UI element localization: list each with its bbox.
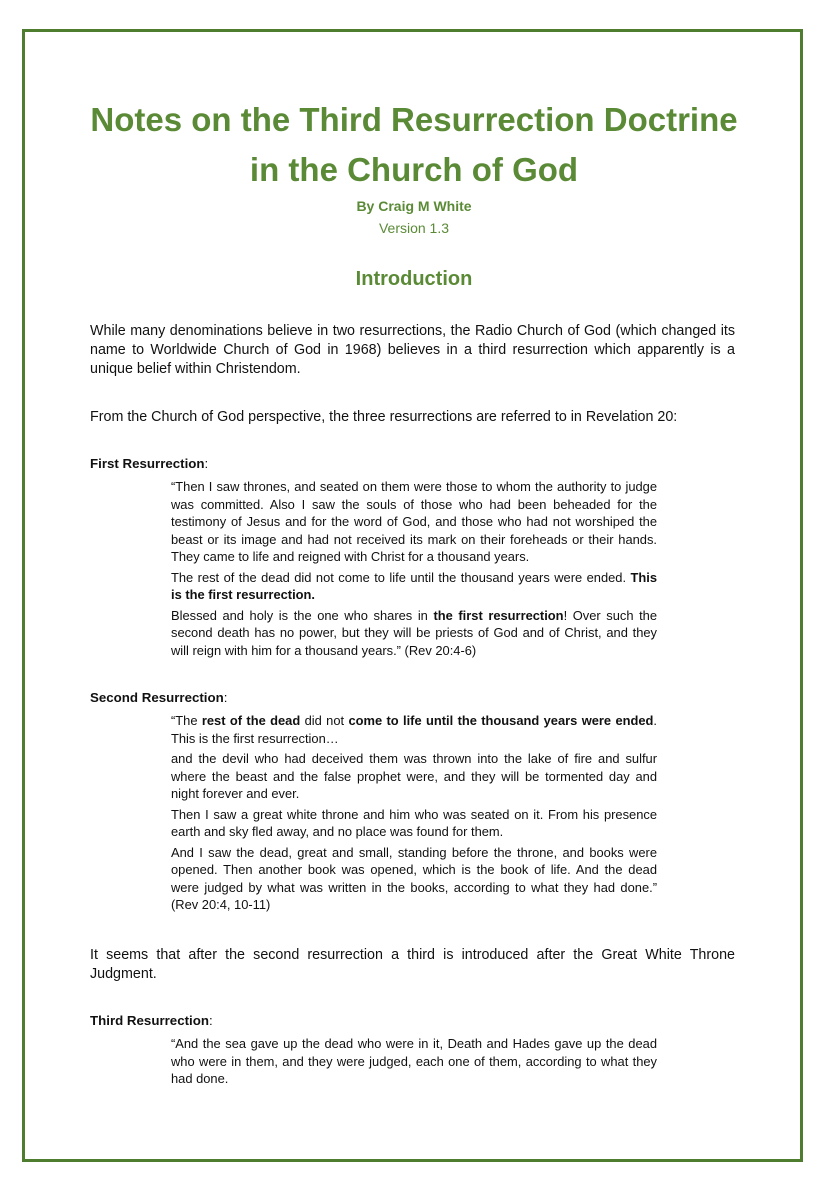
quote-paragraph: “Then I saw thrones, and seated on them were those to whom the authority to judge was committed. Also I saw the souls of those who had been beheaded for the testimony of Jesus and for the word of God, and those who had not worshiped the beast or its image and had not received its mark on their foreheads or their hands. They came to life and reigned with Christ for a thousand years.: [171, 479, 657, 564]
quote-paragraph: Then I saw a great white throne and him who was seated on it. From his presence earth and sky fled away, and no place was found for them.: [171, 806, 657, 839]
second-resurrection-heading: Second Resurrection:: [90, 690, 228, 705]
quote-paragraph: And I saw the dead, great and small, standing before the throne, and books were opened. Then another book was opened, which is the book of life. And the dead were judged by what was written in the books, according to what they had done.” (Rev 20:4, 10-11): [171, 844, 657, 912]
intro-paragraph-1: While many denominations believe in two resurrections, the Radio Church of God (which changed its name to Worldwide Church of God in 1968) believes in a third resurrection which apparently is a unique belief within Christendom.: [90, 323, 735, 377]
intro-paragraph-2: From the Church of God perspective, the three resurrections are referred to in Revelation 20:: [90, 409, 678, 425]
quote-paragraph: Blessed and holy is the one who shares in the first resurrection! Over such the second death has no power, but they will be priests of God and of Christ, and they will reign with him for a thousand years.” (Rev 20:4-6): [171, 607, 658, 658]
author-byline: By Craig M White: [356, 198, 472, 214]
first-resurrection-heading: First Resurrection:: [90, 456, 209, 471]
third-resurrection-heading: Third Resurrection:: [90, 1013, 213, 1028]
quote-paragraph: The rest of the dead did not come to life until the thousand years were ended. This is the first resurrection.: [171, 569, 657, 602]
version-label: Version 1.3: [378, 220, 450, 236]
bridge-paragraph: It seems that after the second resurrection a third is introduced after the Great White Throne Judgment.: [90, 947, 735, 982]
first-resurrection-quote: [171, 478, 657, 662]
second-resurrection-quote: [171, 712, 657, 917]
quote-paragraph: and the devil who had deceived them was thrown into the lake of fire and sulfur where the beast and the false prophet were, and they will be tormented day and night forever and ever.: [171, 751, 657, 801]
document-title-line-2: in the Church of God: [249, 151, 579, 188]
introduction-heading: Introduction: [355, 268, 473, 290]
quote-paragraph: “The rest of the dead did not come to life until the thousand years were ended. This is the first resurrection…: [171, 713, 657, 746]
third-resurrection-quote: [171, 1035, 657, 1091]
document-title-line-1: Notes on the Third Resurrection Doctrine: [90, 101, 738, 138]
quote-paragraph: “And the sea gave up the dead who were in it, Death and Hades gave up the dead who were in them, and they were judged, each one of them, according to what they had done.: [171, 1036, 657, 1086]
